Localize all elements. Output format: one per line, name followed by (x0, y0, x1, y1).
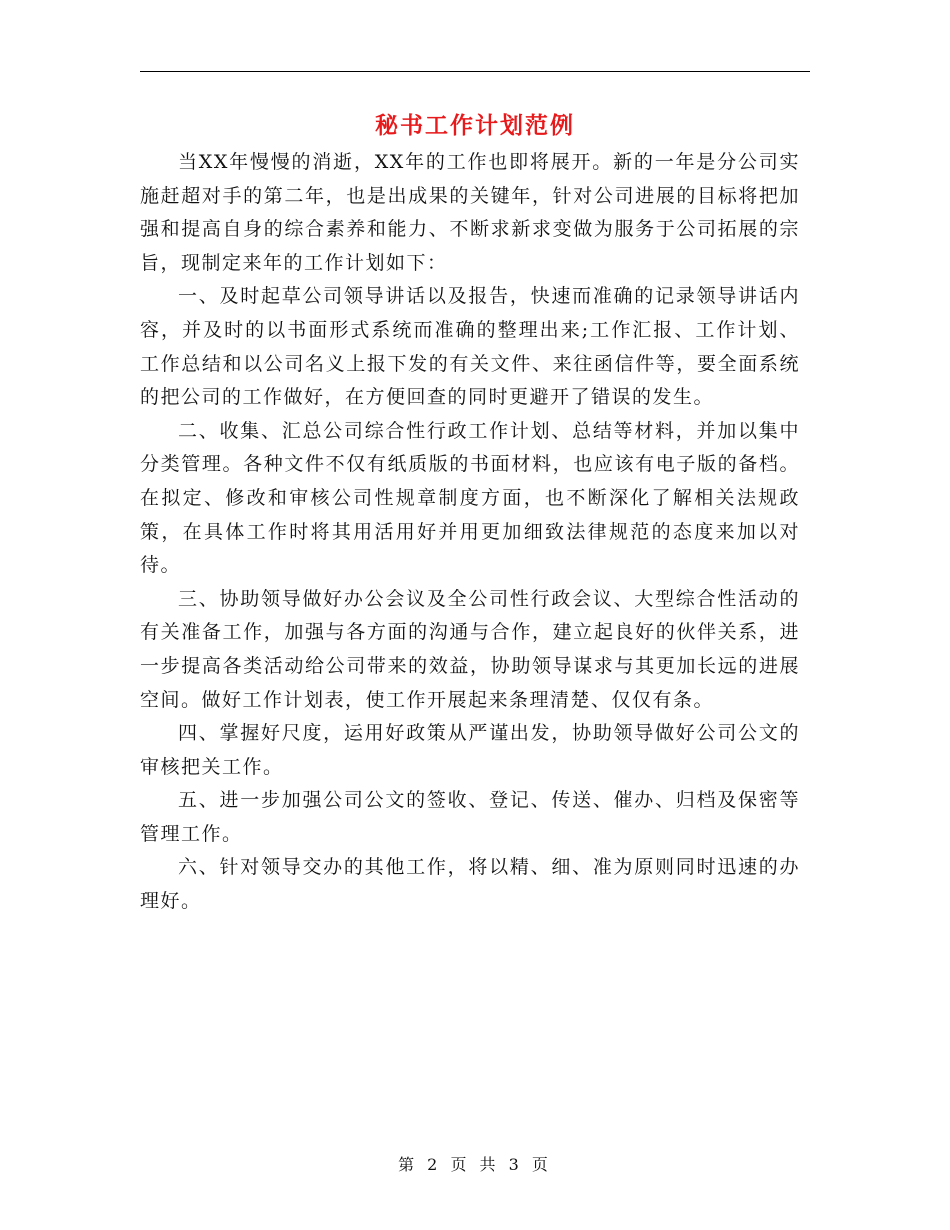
header-rule (140, 71, 810, 72)
paragraph-intro: 当XX年慢慢的消逝，XX年的工作也即将展开。新的一年是分公司实施赶超对手的第二年，也是出成果的关键年，针对公司进展的目标将把加强和提高自身的综合素养和能力、不断求新求变做为服务于公司拓展的宗旨，现制定来年的工作计划如下： (140, 151, 800, 274)
paragraph-item-6: 六、针对领导交办的其他工作，将以精、细、准为原则同时迅速的办理好。 (140, 856, 800, 913)
document-title: 秘书工作计划范例 (375, 112, 575, 139)
paragraph-item-1: 一、及时起草公司领导讲话以及报告，快速而准确的记录领导讲话内容，并及时的以书面形式系统而准确的整理出来;工作汇报、工作计划、工作总结和以公司名义上报下发的有关文件、来往函信件等，要全面系统的把公司的工作做好，在方便回查的同时更避开了错误的发生。 (140, 285, 800, 409)
paragraph-item-2: 二、收集、汇总公司综合性行政工作计划、总结等材料，并加以集中分类管理。各种文件不仅有纸质版的书面材料，也应该有电子版的备档。在拟定、修改和审核公司性规章制度方面，也不断深化了解相关法规政策，在具体工作时将其用活用好并用更加细致法律规范的态度来加以对待。 (140, 419, 800, 577)
document-body (140, 146, 800, 919)
paragraph-item-5: 五、进一步加强公司公文的签收、登记、传送、催办、归档及保密等管理工作。 (140, 789, 800, 845)
paragraph-item-4: 四、掌握好尺度，运用好政策从严谨出发，协助领导做好公司公文的审核把关工作。 (140, 722, 800, 778)
paragraph-item-3: 三、协助领导做好办公会议及全公司性行政会议、大型综合性活动的有关准备工作，加强与各方面的沟通与合作，建立起良好的伙伴关系，进一步提高各类活动给公司带来的效益，协助领导谋求与其更加长远的进展空间。做好工作计划表，使工作开展起来条理清楚、仅仅有条。 (140, 587, 800, 711)
page-number-footer: 第 2 页 共 3 页 (398, 1155, 552, 1174)
